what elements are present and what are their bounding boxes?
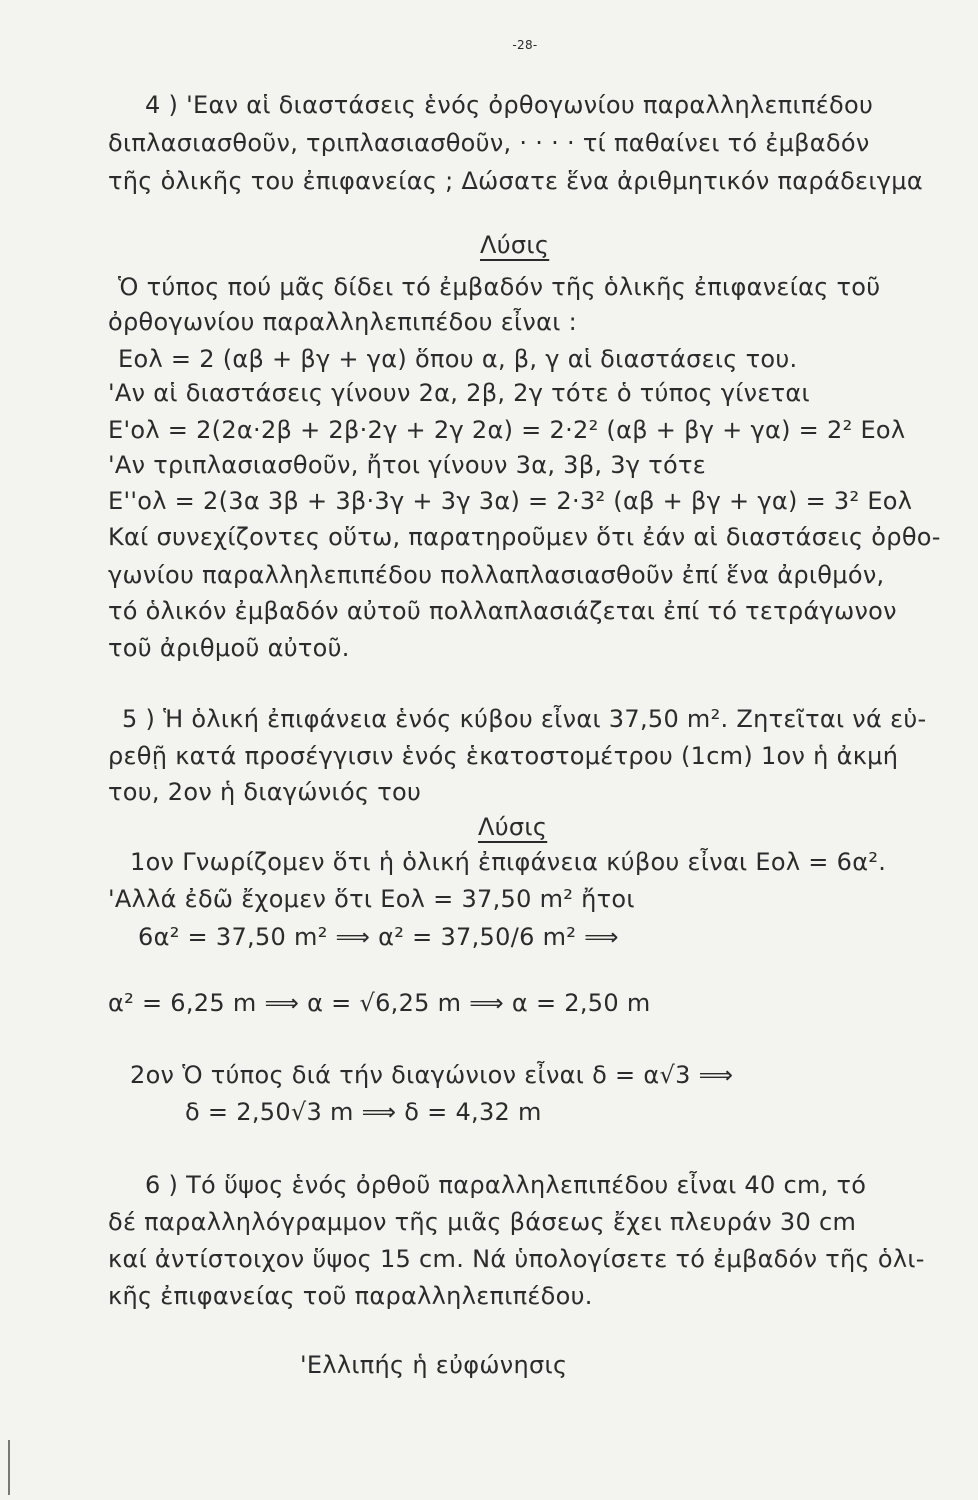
solution-5-formula-3: δ = 2,50√3 m ⟹ δ = 4,32 m [185,1098,542,1126]
solution-4-line-11: τοῦ ἀριθμοῦ αὐτοῦ. [108,634,350,662]
solution-5-title: Λύσις [478,813,548,841]
solution-4-title: Λύσις [480,231,550,259]
solution-4-line-8: Καί συνεχίζοντες οὕτω, παρατηροῦμεν ὅτι ἐάν αἱ διαστάσεις ὀρθο- [108,523,941,551]
problem-5-line-1: 5 ) Ἡ ὁλική ἐπιφάνεια ἑνός κύβου εἶναι 37,50 m². Ζητεῖται νά εὑ- [122,705,927,733]
solution-4-line-2: ὀρθογωνίου παραλληλεπιπέδου εἶναι : [108,308,577,336]
note-line: 'Ελλιπής ἡ εὐφώνησις [300,1351,568,1379]
solution-4-line-10: τό ὁλικόν ἐμβαδόν αὐτοῦ πολλαπλασιάζεται ἐπί τό τετράγωνον [108,597,897,625]
problem-6-line-2: δέ παραλληλόγραμμον τῆς μιᾶς βάσεως ἔχει πλευράν 30 cm [108,1208,857,1236]
problem-5-line-2: ρεθῇ κατά προσέγγισιν ἑνός ἑκατοστομέτρου (1cm) 1ον ἡ ἀκμή [108,742,899,770]
solution-4-formula-2: E'ολ = 2(2α·2β + 2β·2γ + 2γ 2α) = 2·2² (αβ + βγ + γα) = 2² Eολ [108,416,906,444]
solution-5-line-1: 1ον Γνωρίζομεν ὅτι ἡ ὁλική ἐπιφάνεια κύβου εἶναι Eολ = 6α². [130,848,887,876]
problem-6-line-4: κῆς ἐπιφανείας τοῦ παραλληλεπιπέδου. [108,1282,593,1310]
solution-4-line-9: γωνίου παραλληλεπιπέδου πολλαπλασιασθοῦν ἐπί ἕνα ἀριθμόν, [108,561,885,589]
solution-4-line-4: 'Αν αἱ διαστάσεις γίνουν 2α, 2β, 2γ τότε ὁ τύπος γίνεται [108,379,810,407]
problem-4-line-2: διπλασιασθοῦν, τριπλασιασθοῦν, · · · · τί παθαίνει τό ἐμβαδόν [108,129,870,157]
solution-4-formula-3: E''ολ = 2(3α 3β + 3β·3γ + 3γ 3α) = 2·3² (αβ + βγ + γα) = 3² Eολ [108,487,913,515]
problem-6-line-3: καί ἀντίστοιχον ὕψος 15 cm. Νά ὑπολογίσετε τό ἐμβαδόν τῆς ὁλι- [108,1245,925,1273]
solution-5-formula-1: 6α² = 37,50 m² ⟹ α² = 37,50/6 m² ⟹ [138,923,619,951]
problem-6-line-1: 6 ) Τό ὕψος ἑνός ὀρθοῦ παραλληλεπιπέδου εἶναι 40 cm, τό [145,1171,867,1199]
solution-5-line-5: 2ον Ὁ τύπος διά τήν διαγώνιον εἶναι δ = α√3 ⟹ [130,1061,734,1089]
solution-4-formula-1: Eολ = 2 (αβ + βγ + γα) ὅπου α, β, γ αἱ διαστάσεις του. [118,345,798,373]
solution-4-line-6: 'Αν τριπλασιασθοῦν, ἤτοι γίνουν 3α, 3β, 3γ τότε [108,451,706,479]
page-edge-mark [8,1440,10,1495]
problem-4-line-3: τῆς ὁλικῆς του ἐπιφανείας ; Δώσατε ἕνα ἀριθμητικόν παράδειγμα [108,167,923,195]
solution-5-line-2: 'Αλλά ἐδῶ ἔχομεν ὅτι Eολ = 37,50 m² ἤτοι [108,885,635,913]
solution-4-line-1: Ὁ τύπος πού μᾶς δίδει τό ἐμβαδόν τῆς ὁλικῆς ἐπιφανείας τοῦ [118,273,881,301]
problem-4-line-1: 4 ) 'Εαν αἱ διαστάσεις ἑνός ὀρθογωνίου παραλληλεπιπέδου [145,91,874,119]
problem-5-line-3: του, 2ον ἡ διαγώνιός του [108,778,422,806]
page-number: -28- [512,38,538,52]
solution-5-formula-2: α² = 6,25 m ⟹ α = √6,25 m ⟹ α = 2,50 m [108,989,651,1017]
